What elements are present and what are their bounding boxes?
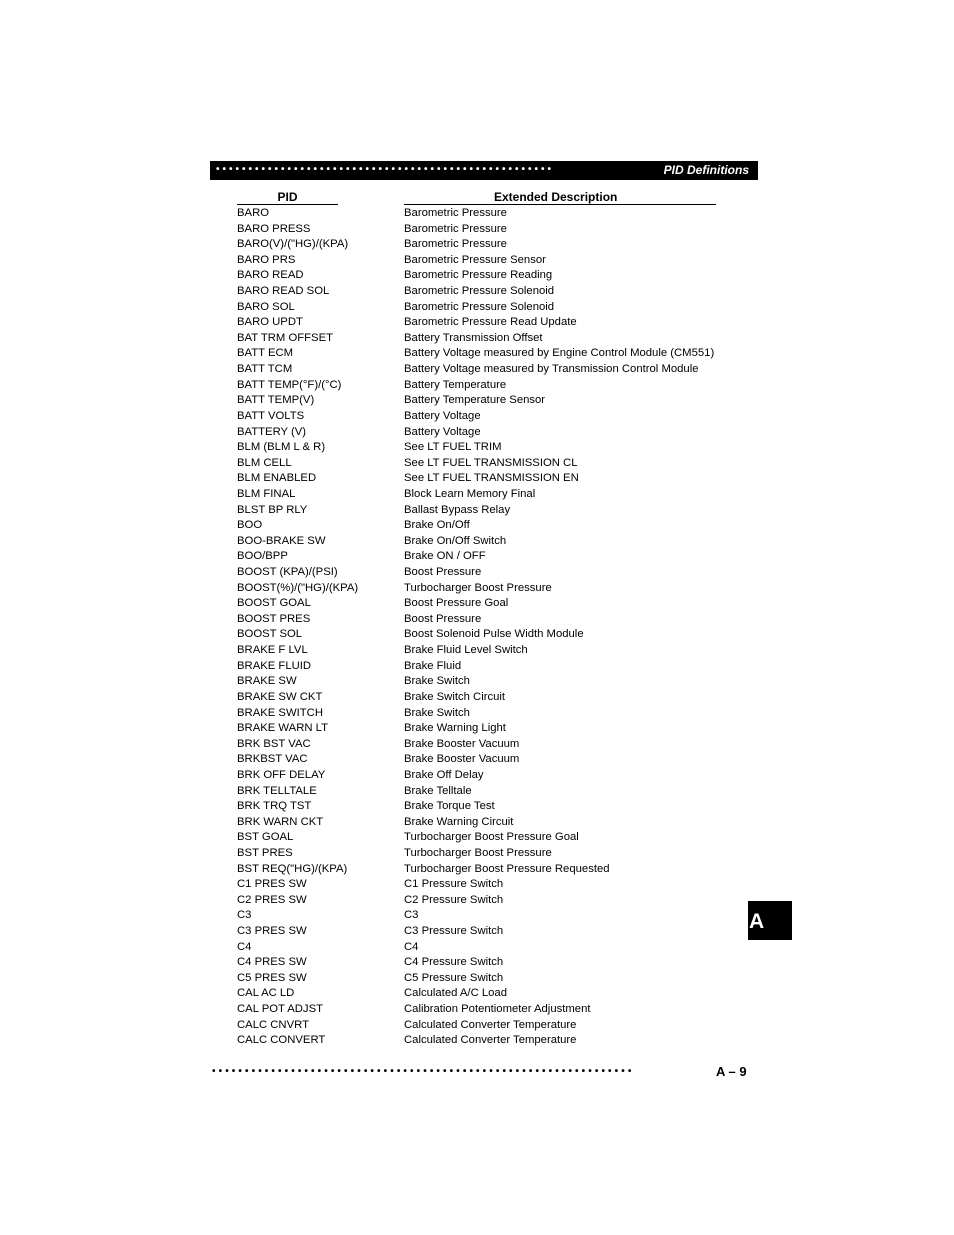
pid-cell: BRK OFF DELAY	[237, 768, 326, 781]
pid-cell: BLM FINAL	[237, 487, 296, 500]
table-row	[237, 268, 757, 284]
table-row	[237, 315, 757, 331]
pid-cell: BOO/BPP	[237, 550, 288, 563]
description-cell: Boost Solenoid Pulse Width Module	[404, 628, 584, 641]
table-row	[237, 534, 757, 550]
table-row	[237, 331, 757, 347]
section-title: PID Definitions	[663, 163, 749, 177]
table-row	[237, 1018, 757, 1034]
description-cell: C4 Pressure Switch	[404, 956, 504, 969]
table-row	[237, 908, 757, 924]
pid-cell: BRAKE WARN LT	[237, 722, 329, 735]
column-header-description-label: Extended Description	[494, 190, 618, 204]
section-tab: A	[748, 901, 792, 940]
pid-cell: CAL POT ADJST	[237, 1003, 324, 1016]
description-cell: Brake On/Off	[404, 519, 470, 532]
pid-cell: BARO UPDT	[237, 316, 303, 329]
table-row	[237, 362, 757, 378]
footer-dot-leader: ••••••••••••••••••••••••••••••••••••••••••••••••••••••••••••••••	[212, 1066, 635, 1077]
pid-cell: BOO-BRAKE SW	[237, 534, 326, 547]
description-cell: Brake Switch	[404, 675, 470, 688]
description-cell: Barometric Pressure Read Update	[404, 316, 577, 329]
description-cell: Barometric Pressure Solenoid	[404, 285, 555, 298]
table-row	[237, 206, 757, 222]
description-cell: Barometric Pressure Solenoid	[404, 300, 555, 313]
pid-cell: BRK WARN CKT	[237, 815, 324, 828]
description-cell: C5 Pressure Switch	[404, 971, 504, 984]
table-row	[237, 940, 757, 956]
description-cell: C2 Pressure Switch	[404, 893, 504, 906]
header-dot-leader: ••••••••••••••••••••••••••••••••••••••••••••••••••••	[216, 164, 555, 175]
pid-cell: CAL AC LD	[237, 987, 295, 1000]
table-row	[237, 440, 757, 456]
table-row	[237, 830, 757, 846]
description-cell: Block Learn Memory Final	[404, 487, 536, 500]
pid-definition-list	[237, 206, 757, 1049]
pid-cell: C3	[237, 909, 252, 922]
table-row	[237, 378, 757, 394]
pid-cell: BOOST (KPA)/(PSI)	[237, 566, 338, 579]
description-cell: Brake Booster Vacuum	[404, 737, 520, 750]
description-cell: Calibration Potentiometer Adjustment	[404, 1003, 591, 1016]
pid-cell: C2 PRES SW	[237, 893, 307, 906]
pid-cell: BATTERY (V)	[237, 425, 307, 438]
pid-cell: BARO READ	[237, 269, 304, 282]
section-header-bar	[210, 161, 758, 180]
table-row	[237, 581, 757, 597]
pid-cell: BRAKE FLUID	[237, 659, 312, 672]
description-cell: Boost Pressure	[404, 612, 482, 625]
description-cell: Battery Voltage measured by Engine Control Module (CM551)	[404, 347, 715, 360]
pid-cell: BRAKE SW	[237, 675, 297, 688]
pid-cell: BARO	[237, 207, 270, 219]
description-cell: See LT FUEL TRANSMISSION CL	[404, 456, 578, 469]
pid-cell: BATT VOLTS	[237, 409, 305, 422]
table-row	[237, 425, 757, 441]
description-cell: Brake Telltale	[404, 784, 472, 797]
description-cell: Turbocharger Boost Pressure	[404, 581, 552, 594]
table-row	[237, 924, 757, 940]
description-cell: Battery Temperature Sensor	[404, 394, 546, 407]
pid-cell: BATT TCM	[237, 363, 293, 376]
pid-cell: BLM CELL	[237, 456, 292, 469]
pid-cell: BOOST SOL	[237, 628, 303, 641]
pid-cell: BARO PRS	[237, 253, 296, 266]
table-row	[237, 877, 757, 893]
table-row	[237, 846, 757, 862]
table-row	[237, 518, 757, 534]
table-row	[237, 409, 757, 425]
pid-cell: BRKBST VAC	[237, 753, 308, 766]
pid-cell: C3 PRES SW	[237, 925, 307, 938]
description-cell: Brake ON / OFF	[404, 550, 486, 563]
description-cell: Calculated Converter Temperature	[404, 1034, 577, 1047]
description-cell: Ballast Bypass Relay	[404, 503, 511, 516]
table-row	[237, 549, 757, 565]
description-cell: See LT FUEL TRANSMISSION EN	[404, 472, 579, 485]
description-cell: Calculated A/C Load	[404, 987, 507, 1000]
pid-cell: C4 PRES SW	[237, 956, 307, 969]
table-row	[237, 721, 757, 737]
table-row	[237, 862, 757, 878]
table-row	[237, 893, 757, 909]
description-cell: Brake Torque Test	[404, 800, 495, 813]
table-row	[237, 565, 757, 581]
table-row	[237, 784, 757, 800]
table-row	[237, 1033, 757, 1049]
description-cell: Barometric Pressure	[404, 207, 507, 219]
table-row	[237, 706, 757, 722]
pid-cell: CALC CNVRT	[237, 1018, 309, 1031]
description-cell: C1 Pressure Switch	[404, 878, 504, 891]
table-row	[237, 955, 757, 971]
table-row	[237, 596, 757, 612]
pid-cell: BARO(V)/("HG)/(KPA)	[237, 238, 349, 251]
pid-cell: BRAKE SW CKT	[237, 690, 323, 703]
description-cell: Battery Voltage measured by Transmission Control Module	[404, 363, 699, 376]
pid-cell: BATT ECM	[237, 347, 294, 360]
pid-cell: BOOST PRES	[237, 612, 311, 625]
description-cell: See LT FUEL TRIM	[404, 441, 502, 454]
table-row	[237, 971, 757, 987]
description-cell: C4	[404, 940, 419, 953]
table-row	[237, 799, 757, 815]
description-cell: Battery Voltage	[404, 425, 481, 438]
pid-cell: BRK TRQ TST	[237, 800, 312, 813]
table-row	[237, 768, 757, 784]
table-row	[237, 737, 757, 753]
pid-cell: BLM ENABLED	[237, 472, 317, 485]
pid-cell: C1 PRES SW	[237, 878, 307, 891]
description-cell: Barometric Pressure	[404, 222, 507, 235]
table-row	[237, 253, 757, 269]
table-row	[237, 471, 757, 487]
table-row	[237, 503, 757, 519]
table-row	[237, 300, 757, 316]
pid-cell: BST REQ("HG)/(KPA)	[237, 862, 348, 875]
description-cell: C3	[404, 909, 419, 922]
table-row	[237, 612, 757, 628]
pid-cell: CALC CONVERT	[237, 1034, 326, 1047]
table-row	[237, 643, 757, 659]
table-row	[237, 659, 757, 675]
table-row	[237, 627, 757, 643]
pid-cell: BST GOAL	[237, 831, 294, 844]
table-row	[237, 393, 757, 409]
description-cell: Turbocharger Boost Pressure Requested	[404, 862, 610, 875]
pid-cell: BRAKE SWITCH	[237, 706, 323, 719]
description-cell: Calculated Converter Temperature	[404, 1018, 577, 1031]
description-cell: Boost Pressure	[404, 566, 482, 579]
description-cell: Brake Warning Light	[404, 722, 506, 735]
description-cell: Turbocharger Boost Pressure Goal	[404, 831, 579, 844]
description-cell: Brake Off Delay	[404, 768, 484, 781]
pid-cell: BOO	[237, 519, 263, 532]
description-cell: Brake Booster Vacuum	[404, 753, 520, 766]
pid-cell: BRK BST VAC	[237, 737, 311, 750]
pid-cell: C5 PRES SW	[237, 971, 307, 984]
description-cell: Turbocharger Boost Pressure	[404, 846, 552, 859]
table-row	[237, 456, 757, 472]
description-cell: Battery Temperature	[404, 378, 507, 391]
pid-cell: BOOST GOAL	[237, 597, 311, 610]
table-row	[237, 815, 757, 831]
description-cell: Brake Fluid	[404, 659, 462, 672]
pid-cell: BATT TEMP(V)	[237, 394, 315, 407]
description-cell: Boost Pressure Goal	[404, 597, 509, 610]
pid-cell: BRAKE F LVL	[237, 644, 308, 657]
description-cell: Battery Transmission Offset	[404, 331, 543, 344]
table-row	[237, 284, 757, 300]
column-header-description	[404, 190, 716, 205]
description-cell: Brake Warning Circuit	[404, 815, 514, 828]
pid-cell: BAT TRM OFFSET	[237, 331, 334, 344]
pid-cell: BATT TEMP(°F)/(°C)	[237, 378, 342, 391]
description-cell: Barometric Pressure Reading	[404, 269, 553, 282]
description-cell: Barometric Pressure Sensor	[404, 253, 546, 266]
pid-cell: BLST BP RLY	[237, 503, 308, 516]
table-row	[237, 237, 757, 253]
table-row	[237, 346, 757, 362]
table-row	[237, 690, 757, 706]
description-cell: Brake Fluid Level Switch	[404, 644, 528, 657]
pid-cell: BARO READ SOL	[237, 285, 330, 298]
description-cell: Brake Switch	[404, 706, 470, 719]
description-cell: Barometric Pressure	[404, 238, 507, 251]
column-header-pid: PID	[237, 190, 338, 205]
table-row	[237, 1002, 757, 1018]
description-cell: Battery Voltage	[404, 409, 481, 422]
page-number: A – 9	[716, 1064, 747, 1079]
pid-cell: C4	[237, 940, 252, 953]
pid-cell: BARO PRESS	[237, 222, 311, 235]
pid-cell: BLM (BLM L & R)	[237, 441, 326, 454]
table-row	[237, 222, 757, 238]
table-row	[237, 487, 757, 503]
pid-cell: BARO SOL	[237, 300, 295, 313]
pid-cell: BST PRES	[237, 846, 293, 859]
table-row	[237, 986, 757, 1002]
pid-cell: BOOST(%)/("HG)/(KPA)	[237, 581, 359, 594]
table-row	[237, 752, 757, 768]
description-cell: C3 Pressure Switch	[404, 925, 504, 938]
table-row	[237, 674, 757, 690]
description-cell: Brake Switch Circuit	[404, 690, 506, 703]
description-cell: Brake On/Off Switch	[404, 534, 507, 547]
pid-cell: BRK TELLTALE	[237, 784, 317, 797]
